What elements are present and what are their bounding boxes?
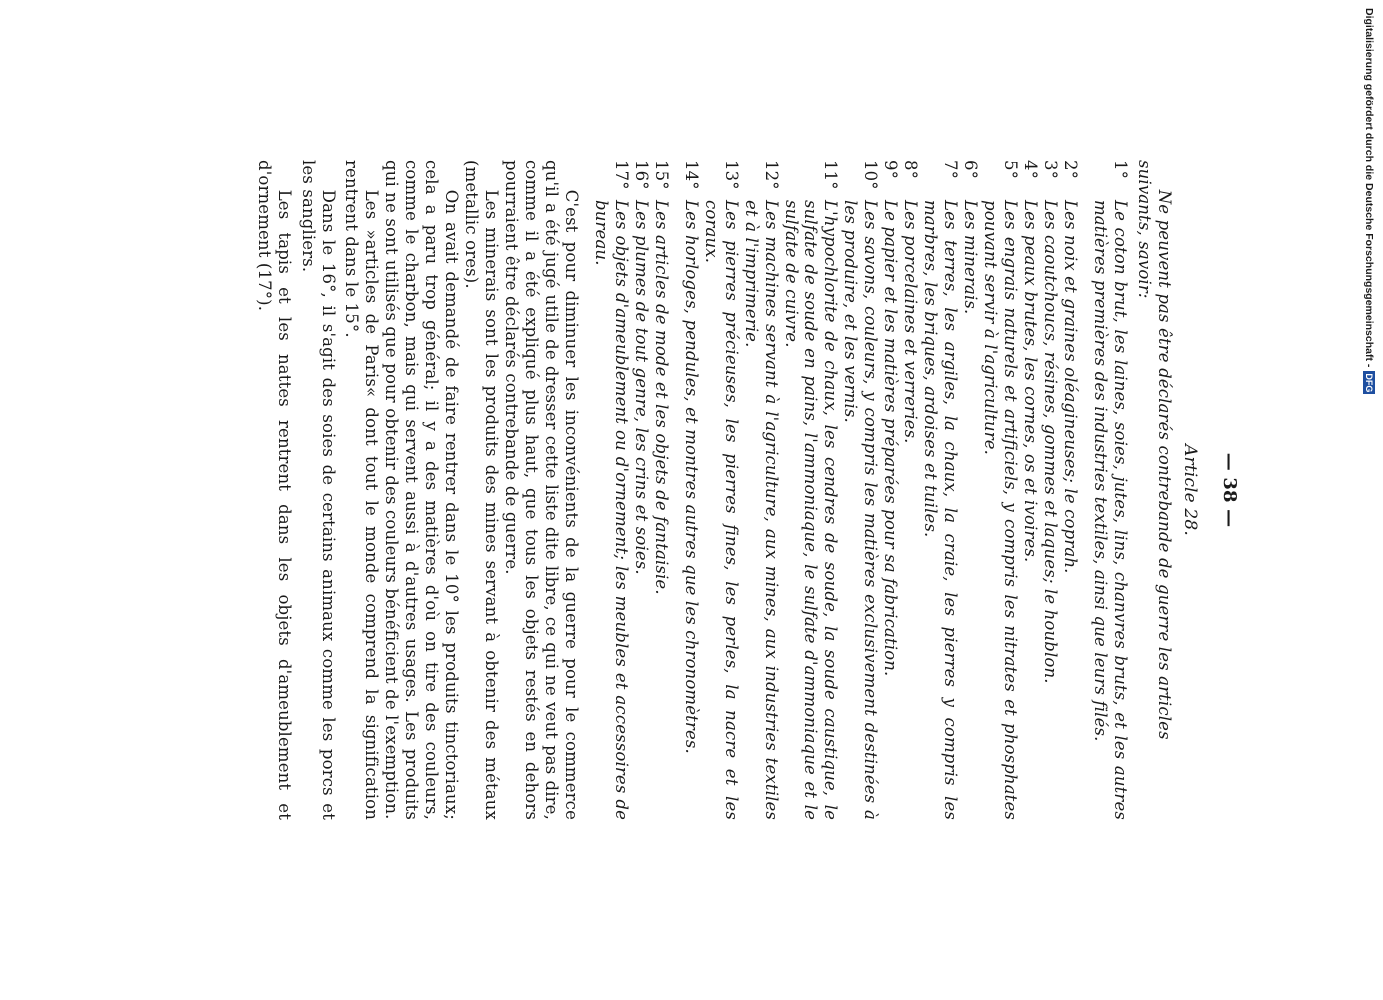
document-page: [200, 160, 1240, 820]
credit-text: Digitalisierung gefördert durch die Deutsche Forschungsgemeinschaft -: [1363, 8, 1375, 368]
list-item: 9° Le papier et les matières préparées pour sa fabrication.: [881, 160, 901, 677]
commentary-paragraph: Les tapis et les nattes rentrent dans les objets d'ameublement et d'ornement (17°).: [254, 160, 294, 820]
exemption-list: [591, 160, 1130, 820]
list-item: 17° Les objets d'ameublement ou d'ornement; les meubles et accessoires de bureau.: [591, 160, 631, 820]
list-item: 14° Les horloges, pendules, et montres autres que les chronomètres.: [681, 160, 701, 754]
commentary-paragraph: Les minerais sont les produits des mines servant à obtenir des métaux (metallic ores).: [462, 160, 502, 820]
digitization-credit: [1363, 8, 1375, 394]
dfg-logo: DFG: [1364, 373, 1374, 393]
list-item: 3° Les caoutchoucs, résines, gommes et laques; le houblon.: [1040, 160, 1060, 684]
list-item: 1° Le coton brut, les laines, soies, jutes, lins, chanvres bruts, et les autres matières premières des industries textiles, ainsi que leurs filés.: [1090, 160, 1130, 820]
list-item: 6° Les minerais.: [961, 160, 981, 315]
commentary-paragraph: Dans le 16°, il s'agit des soies de certains animaux comme les porcs et les sangliers.: [298, 160, 338, 820]
intro-text: Ne peuvent pas être déclarés contrebande de guerre les articles suivants, savoir:: [1134, 160, 1174, 740]
commentary-paragraph: C'est pour diminuer les inconvénients de la guerre pour le commerce qu'il a été jugé utile de dresser cette liste dite libre, ce qui ne veut pas dire, comme il a été expliqué plus haut, que tous les objets restés en dehors pourraient être déclarés contrebande de guerre.: [502, 160, 581, 820]
list-item: 5° Les engrais naturels et artificiels, y compris les nitrates et phosphates pouvant servir à l'agriculture.: [981, 160, 1020, 820]
list-item: 11° L'hypochlorite de chaux, les cendres de soude, la soude caustique, le sulfate de soude en pains, l'ammoniaque, le sulfate d'ammoniaque et le sulfate de cuivre.: [781, 160, 841, 820]
commentary-paragraph: On avait demandé de faire rentrer dans le 10° les produits tinctoriaux; cela a paru trop général; il y a des matières d'où on tire des couleurs, comme le charbon, mais qui servent aussi à d'autres usages. Les produits qui ne sont utilisés que pour obtenir des couleurs bénéficient de l'exemption.: [382, 160, 462, 820]
list-item: 12° Les machines servant à l'agriculture, aux mines, aux industries textiles et à l'imprimerie.: [741, 160, 781, 820]
list-item: 8° Les porcelaines et verreries.: [901, 160, 921, 444]
page-number: — 38 —: [1219, 452, 1240, 528]
list-item: 15° Les articles de mode et les objets de fantaisie.: [651, 160, 671, 595]
article-title: Article 28.: [1180, 444, 1201, 536]
list-item: 2° Les noix et graines oléagineuses; le coprah.: [1060, 160, 1080, 574]
list-item: 4° Les peaux brutes, les cornes, os et ivoires.: [1020, 160, 1040, 563]
list-item: 7° Les terres, les argiles, la chaux, la craie, les pierres y compris les marbres, les briques, ardoises et tuiles.: [921, 160, 961, 820]
commentary-paragraph: Les »articles de Paris« dont tout le monde comprend la signification rentrent dans le 15°.: [342, 160, 382, 820]
list-item: 13° Les pierres précieuses, les pierres fines, les perles, la nacre et les coraux.: [701, 160, 741, 820]
list-item: 16° Les plumes de tout genre, les crins et soies.: [631, 160, 651, 575]
list-item: 10° Les savons, couleurs, y compris les matières exclusivement destinées à les produire, et les vernis.: [841, 160, 881, 820]
